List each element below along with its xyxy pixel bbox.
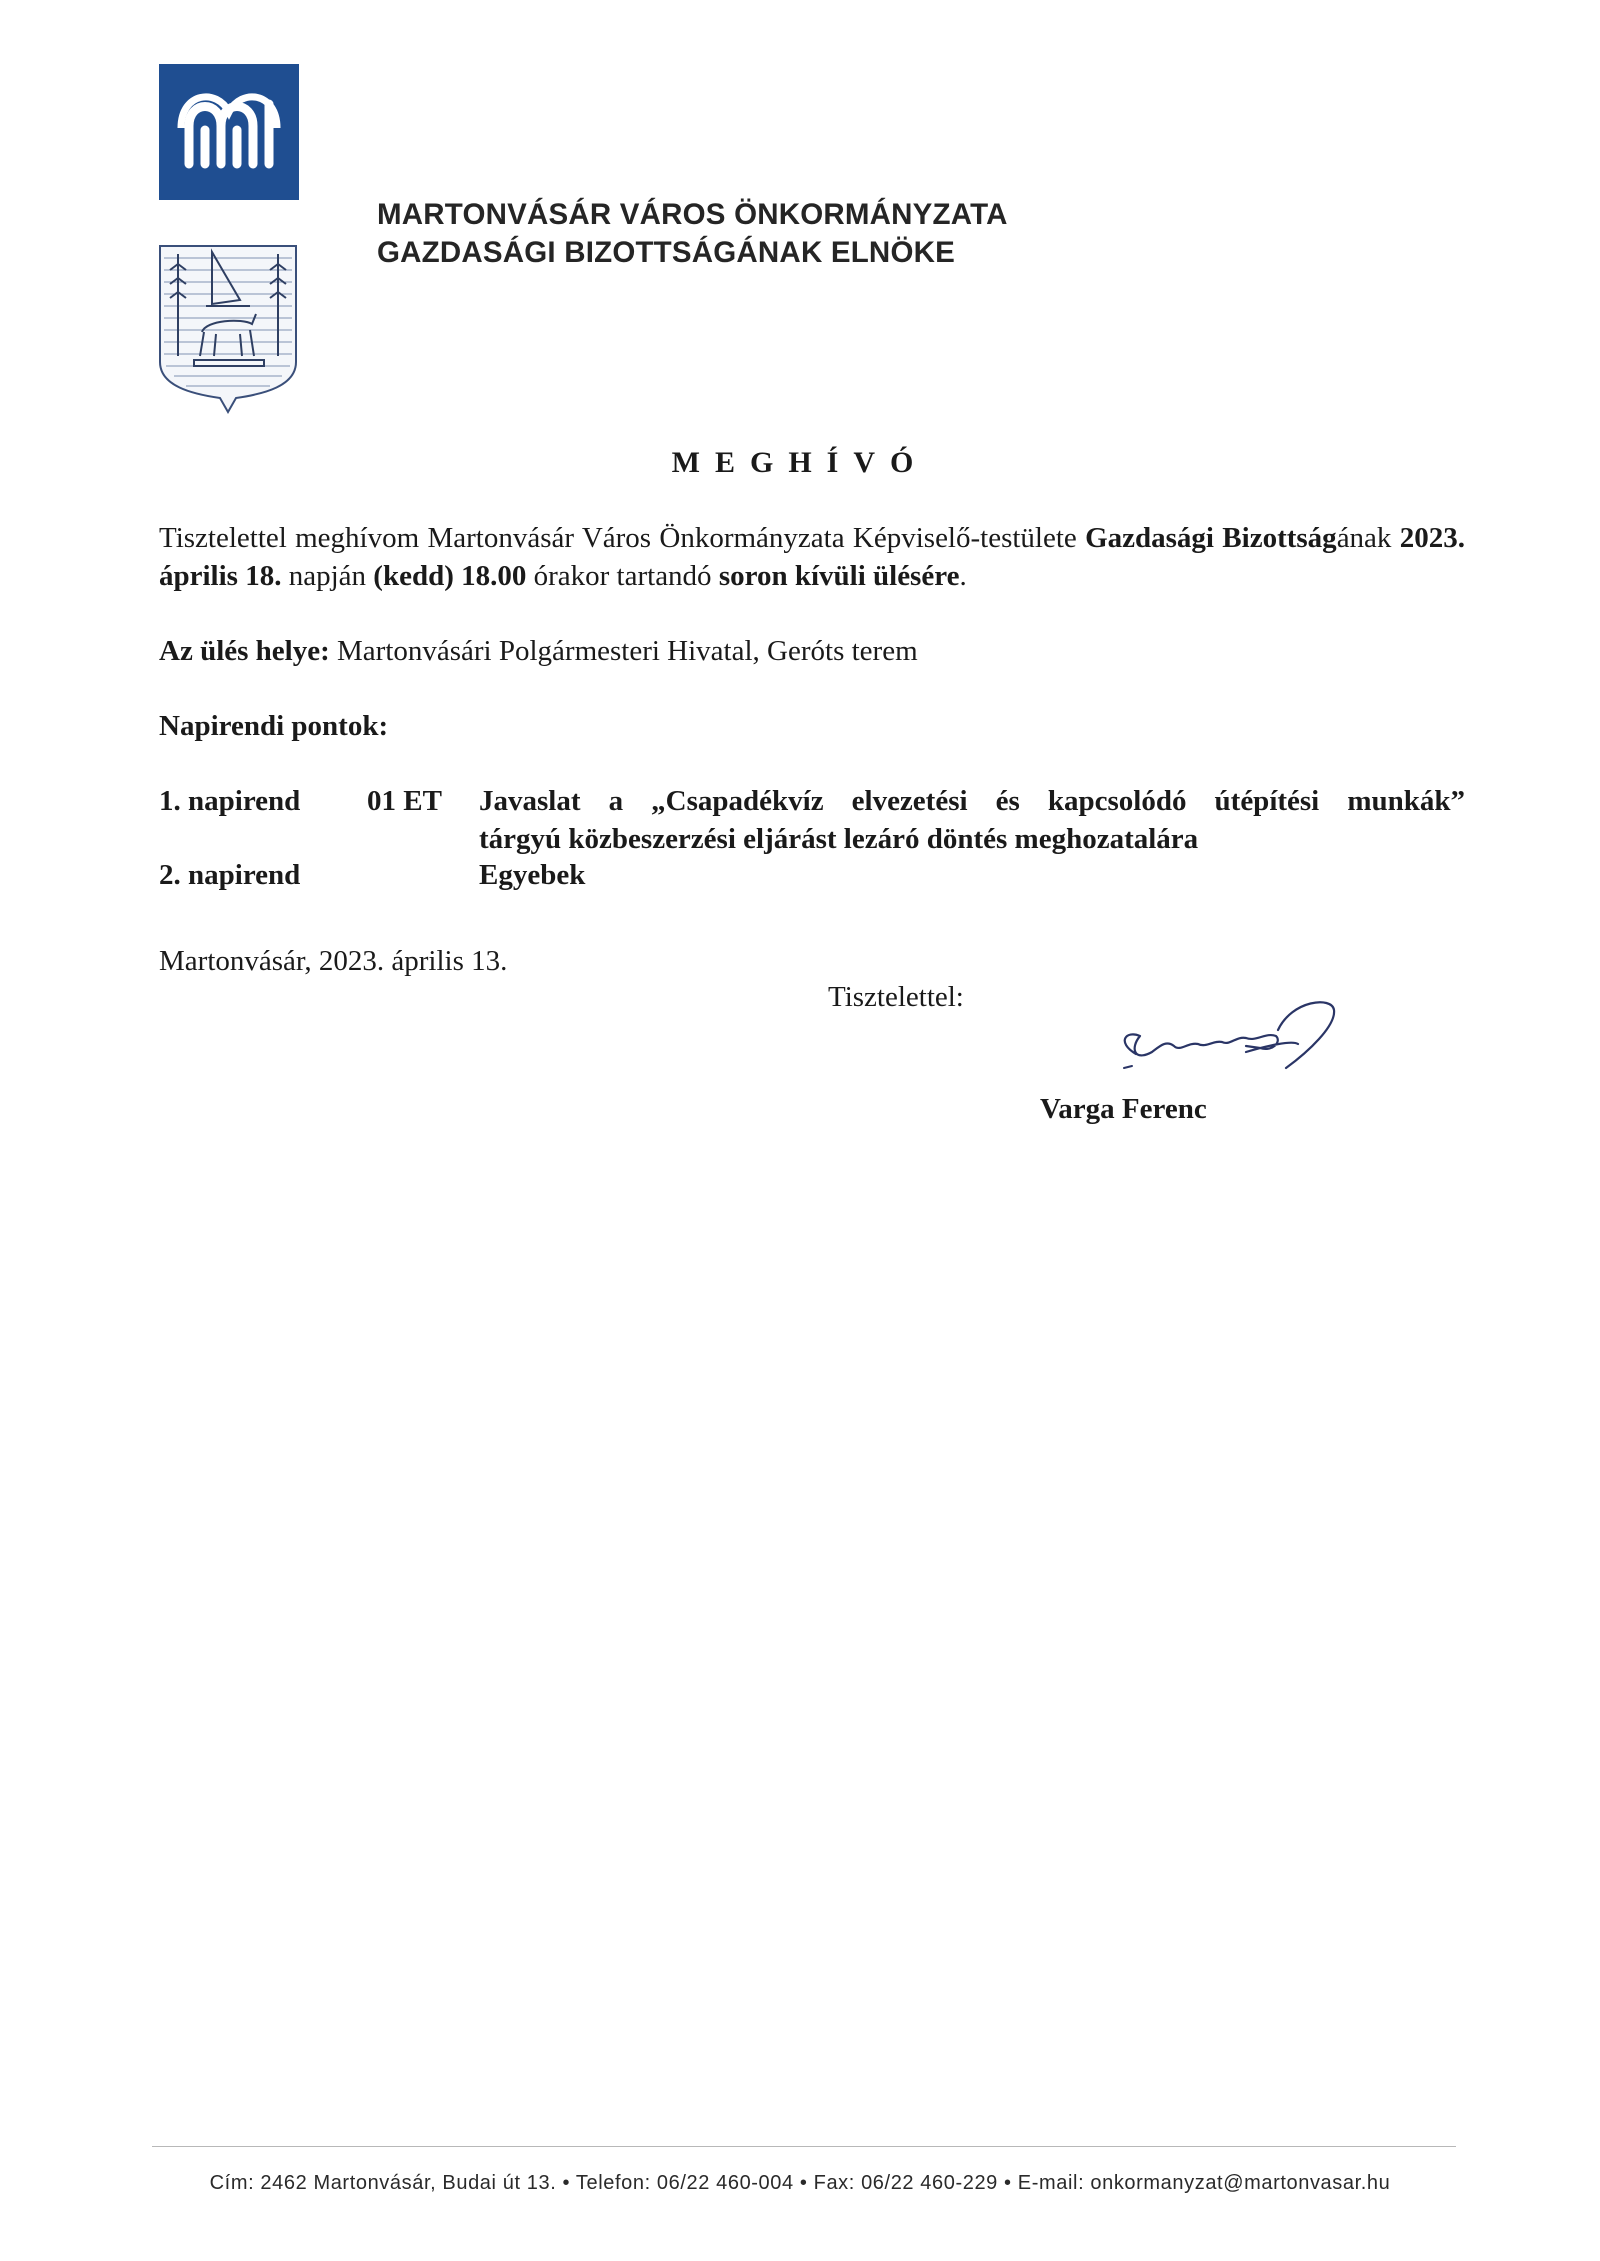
agenda-item-text-line-2: tárgyú közbeszerzési eljárást lezáró döntés meghozatalára xyxy=(479,823,1199,855)
agenda-heading: Napirendi pontok: xyxy=(159,710,389,742)
closing-phrase: Tisztelettel: xyxy=(828,981,964,1013)
venue-value: Martonvásári Polgármesteri Hivatal, Geróts terem xyxy=(329,635,918,667)
venue xyxy=(159,632,918,670)
invitation-text-5: . xyxy=(959,560,967,592)
place-and-date: Martonvásár, 2023. április 13. xyxy=(159,945,508,977)
organization-line-1: MARTONVÁSÁR VÁROS ÖNKORMÁNYZATA xyxy=(377,198,1008,231)
meeting-time: (kedd) 18.00 xyxy=(373,560,527,592)
footer-divider xyxy=(152,2146,1456,2147)
agenda-item-label: 2. napirend xyxy=(159,859,301,891)
organization-line-2: GAZDASÁGI BIZOTTSÁGÁNAK ELNÖKE xyxy=(377,236,955,269)
agenda-item-text-line-1: Javaslat a „Csapadékvíz elvezetési és kapcsolódó útépítési munkák” xyxy=(479,785,1465,817)
agenda-item xyxy=(159,782,1465,858)
committee-name: Gazdasági Bizottság xyxy=(1085,522,1337,554)
invitation-text-3: napján xyxy=(281,560,374,592)
invitation-text-2: ának xyxy=(1336,522,1400,554)
invitation-paragraph xyxy=(159,519,1465,595)
signature-icon xyxy=(1096,996,1376,1086)
meeting-type: soron kívüli ülésére xyxy=(718,560,960,592)
signer-name: Varga Ferenc xyxy=(1040,1093,1207,1125)
invitation-text-4: órakor tartandó xyxy=(526,560,719,592)
agenda-item-text-line-1: Egyebek xyxy=(479,859,586,891)
meeting-date: 2023. április 18. xyxy=(159,522,1465,592)
organization-name xyxy=(377,196,1008,272)
agenda-item xyxy=(159,856,1465,894)
m-monogram-icon xyxy=(159,64,299,200)
agenda-item-text xyxy=(479,856,1465,894)
venue-label: Az ülés helye: xyxy=(159,635,330,667)
municipality-logo xyxy=(159,64,299,200)
agenda-item-code: 01 ET xyxy=(367,785,442,817)
document-title: MEGHÍVÓ xyxy=(671,446,929,479)
footer-contact: Cím: 2462 Martonvásár, Budai út 13. • Telefon: 06/22 460-004 • Fax: 06/22 460-229 • E-mail: onkormanyzat@martonvasar.hu xyxy=(209,2172,1391,2194)
agenda-item-label: 1. napirend xyxy=(159,785,301,817)
coat-of-arms-icon xyxy=(156,244,300,414)
agenda-item-text xyxy=(479,782,1465,858)
invitation-text-1: Tisztelettel meghívom Martonvásár Város Önkormányzata Képviselő-testülete xyxy=(159,522,1086,554)
